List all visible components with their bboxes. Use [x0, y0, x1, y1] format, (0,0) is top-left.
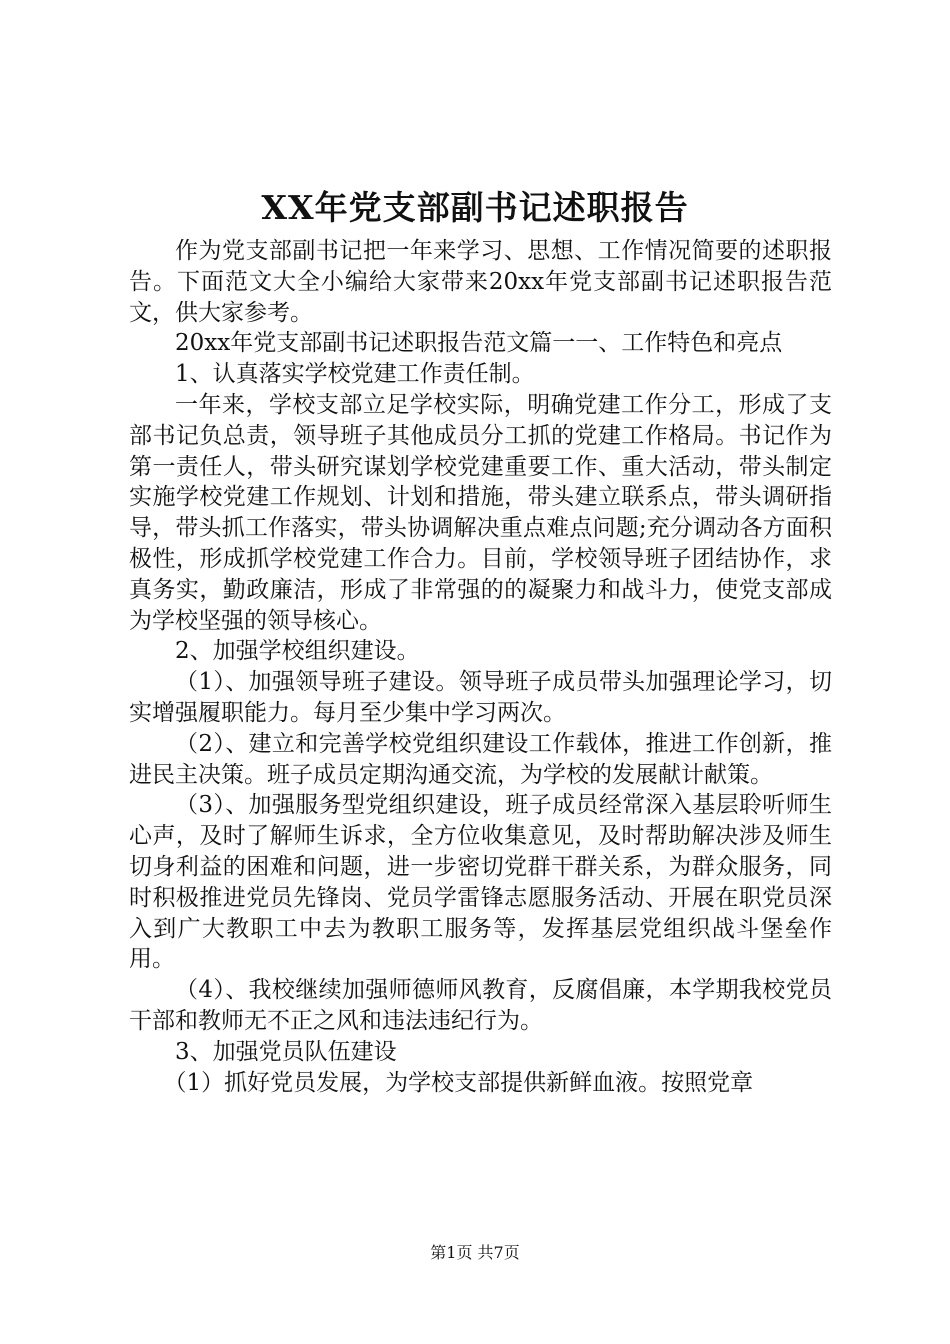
- body-paragraph: 一年来，学校支部立足学校实际，明确党建工作分工，形成了支部书记负总责，领导班子其他成员分工抓的党建工作格局。书记作为第一责任人，带头研究谋划学校党建重要工作、重大活动，带头制定实施学校党建工作规划、计划和措施，带头建立联系点，带头调研指导，带头抓工作落实，带头协调解决重点难点问题;充分调动各方面积极性，形成抓学校党建工作合力。目前，学校领导班子团结协作，求真务实，勤政廉洁，形成了非常强的的凝聚力和战斗力，使党支部成为学校坚强的领导核心。: [129, 391, 832, 634]
- list-item-5: （1）抓好党员发展，为学校支部提供新鲜血液。按照党章: [163, 1069, 754, 1096]
- list-item-1: （1）、加强领导班子建设。领导班子成员带头加强理论学习，切实增强履职能力。每月至少集中学习两次。: [129, 669, 832, 726]
- subheading-3: 3、加强党员队伍建设: [175, 1038, 397, 1065]
- list-item-4: （4）、我校继续加强师德师风教育，反腐倡廉，本学期我校党员干部和教师无不正之风和违法违纪行为。: [129, 977, 832, 1034]
- page-footer: 第1页 共7页: [430, 1243, 520, 1262]
- document-body: [129, 236, 832, 1098]
- section-heading-paragraph: 20xx年党支部副书记述职报告范文篇一一、工作特色和亮点: [175, 330, 783, 357]
- intro-paragraph: 作为党支部副书记把一年来学习、思想、工作情况简要的述职报告。下面范文大全小编给大家带来20xx年党支部副书记述职报告范文，供大家参考。: [129, 238, 832, 326]
- subheading-1: 1、认真落实学校党建工作责任制。: [175, 361, 535, 388]
- list-item-2: （2）、建立和完善学校党组织建设工作载体，推进工作创新，推进民主决策。班子成员定期沟通交流，为学校的发展献计献策。: [129, 730, 832, 788]
- document-title: XX年党支部副书记述职报告: [261, 188, 689, 227]
- subheading-2: 2、加强学校组织建设。: [175, 638, 420, 665]
- list-item-3: （3）、加强服务型党组织建设，班子成员经常深入基层聆听师生心声，及时了解师生诉求，全方位收集意见，及时帮助解决涉及师生切身利益的困难和问题，进一步密切党群干群关系，为群众服务，同时积极推进党员先锋岗、党员学雷锋志愿服务活动、开展在职党员深入到广大教职工中去为教职工服务等，发挥基层党组织战斗堡垒作用。: [129, 792, 832, 973]
